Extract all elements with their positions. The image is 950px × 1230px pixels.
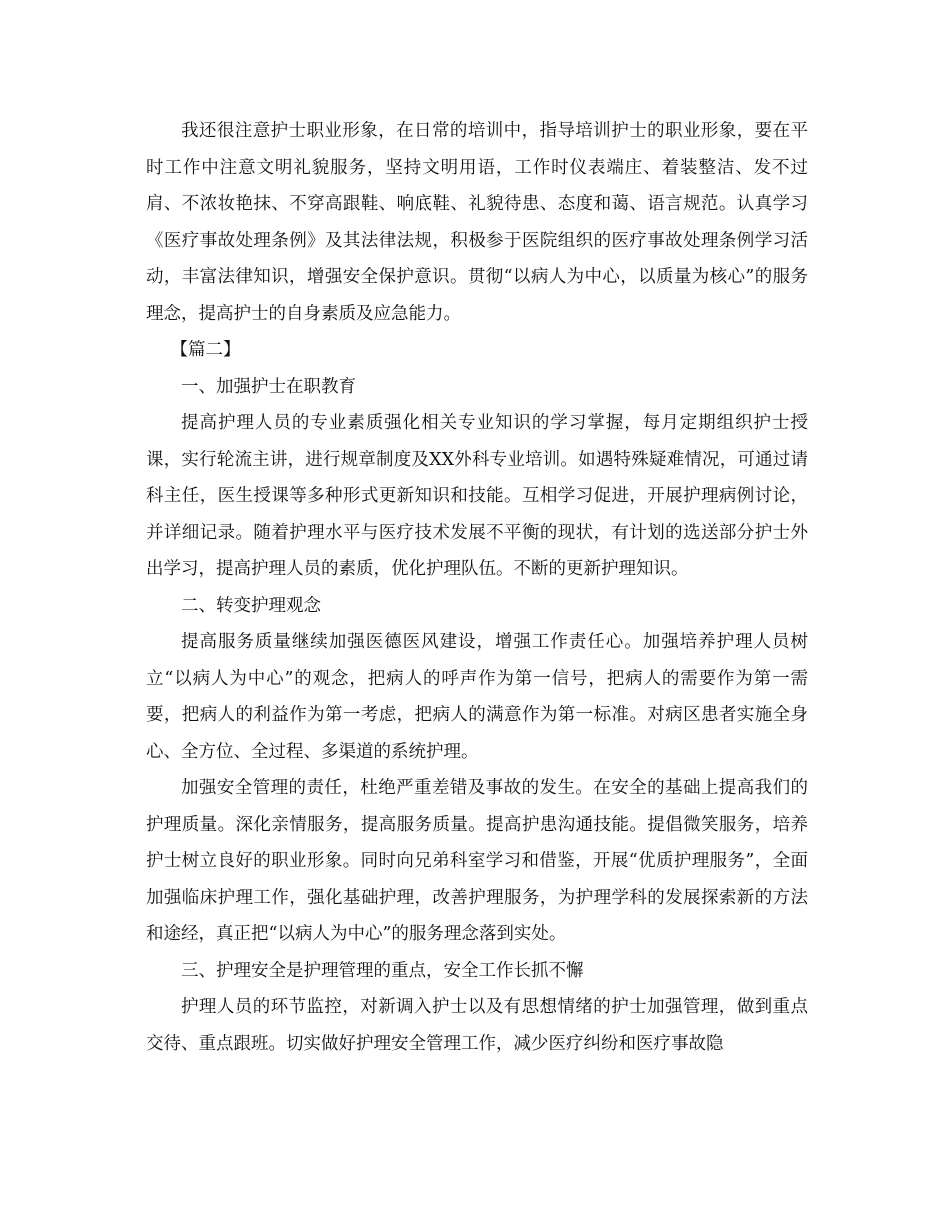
paragraph-service-quality: 提高服务质量继续加强医德医风建设，增强工作责任心。加强培养护理人员树立“以病人为中心”的观念，把病人的呼声作为第一信号，把病人的需要作为第一需要，把病人的利益作为第一考虑，把病人的满意作为第一标准。对病区患者实施全身心、全方位、全过程、多渠道的系统护理。 <box>146 632 808 762</box>
paragraph-process-monitoring: 护理人员的环节监控，对新调入护士以及有思想情绪的护士加强管理，做到重点交待、重点跟班。切实做好护理安全管理工作，减少医疗纠纷和医疗事故隐 <box>146 997 808 1054</box>
subheading-nursing-safety: 三、护理安全是护理管理的重点，安全工作长抓不懈 <box>181 960 584 981</box>
section-heading: 【篇二】 <box>170 340 241 360</box>
subheading-in-service-education: 一、加强护士在职教育 <box>181 376 356 397</box>
paragraph-in-service-education: 提高护理人员的专业素质强化相关专业知识的学习掌握，每月定期组织护士授课，实行轮流主讲，进行规章制度及XX外科专业培训。如遇特殊疑难情况，可通过请科主任，医生授课等多种形式更新知识和技能。互相学习促进，开展护理病例讨论，并详细记录。随着护理水平与医疗技术发展不平衡的现状，有计划的选送部分护士外出学习，提高护理人员的素质，优化护理队伍。不断的更新护理知识。 <box>146 413 808 579</box>
subheading-nursing-concept: 二、转变护理观念 <box>181 595 321 616</box>
paragraph-safety-management: 加强安全管理的责任，杜绝严重差错及事故的发生。在安全的基础上提高我们的护理质量。深化亲情服务，提高服务质量。提高护患沟通技能。提倡微笑服务，培养护士树立良好的职业形象。同时向兄弟科室学习和借鉴，开展“优质护理服务”，全面加强临床护理工作，强化基础护理，改善护理服务，为护理学科的发展探索新的方法和途经，真正把“以病人为中心”的服务理念落到实处。 <box>146 778 808 944</box>
document-body <box>146 113 808 1062</box>
paragraph-professional-image: 我还很注意护士职业形象，在日常的培训中，指导培训护士的职业形象，要在平时工作中注意文明礼貌服务，坚持文明用语，工作时仪表端庄、着装整洁、发不过肩、不浓妆艳抹、不穿高跟鞋、响底鞋、礼貌待患、态度和蔼、语言规范。认真学习《医疗事故处理条例》及其法律法规，积极参于医院组织的医疗事故处理条例学习活动，丰富法律知识，增强安全保护意识。贯彻“以病人为中心，以质量为核心”的服务理念，提高护士的自身素质及应急能力。 <box>146 121 808 324</box>
